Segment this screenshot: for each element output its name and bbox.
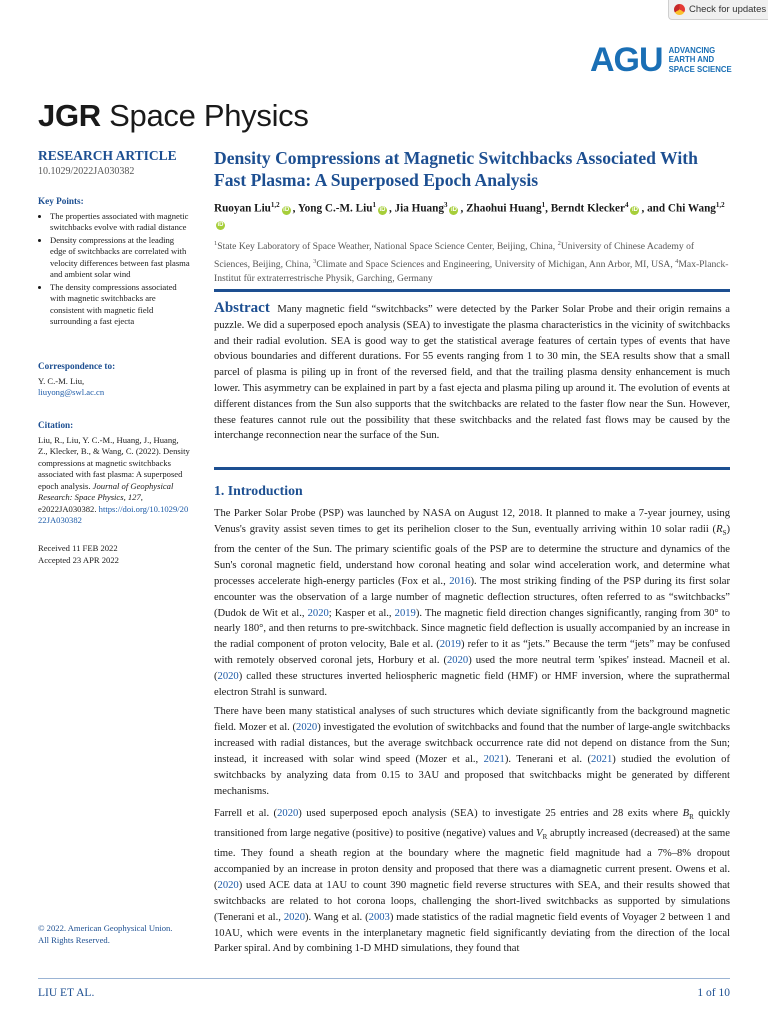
citation-heading: Citation: bbox=[38, 420, 74, 430]
author-name: Chi Wang bbox=[667, 202, 716, 215]
copyright-notice: © 2022. American Geophysical Union. All Rights Reserved. bbox=[38, 923, 173, 945]
reference-year-link[interactable]: 2019 bbox=[439, 639, 461, 651]
section-heading-introduction: 1. Introduction bbox=[214, 483, 303, 498]
reference-year-link[interactable]: 2020 bbox=[296, 721, 318, 733]
orcid-icon[interactable]: iD bbox=[217, 221, 224, 228]
article-type: RESEARCH ARTICLE bbox=[38, 148, 177, 163]
correspondence-section bbox=[38, 361, 190, 399]
author-name: Ruoyan Liu bbox=[214, 202, 271, 215]
paragraph-text: quickly transitioned from large negative (positive) to positive (negative) values and bbox=[214, 808, 730, 840]
footer-authors: LIU ET AL. bbox=[38, 987, 95, 999]
key-points-list bbox=[38, 211, 190, 328]
author-name: Jia Huang bbox=[394, 202, 444, 215]
agu-logo-letters: AGU bbox=[590, 41, 663, 79]
orcid-icon[interactable]: iD bbox=[450, 206, 457, 213]
paragraph-text: The Parker Solar Probe (PSP) was launched by NASA on August 12, 2018. It planned to make a 7-year journey, using Venus's gravity assist seven times to get its perihelion closer to the Sun, eventually arriving within 10 solar radii ( bbox=[214, 508, 730, 535]
reference-year-link[interactable]: 2021 bbox=[483, 753, 505, 765]
reference-year-link[interactable]: 2020 bbox=[217, 879, 239, 891]
author-affiliation-sup: 3 bbox=[443, 201, 448, 209]
citation-section bbox=[38, 420, 190, 527]
math-symbol: V bbox=[536, 828, 543, 840]
abstract bbox=[214, 301, 730, 444]
paragraph-text: There have been many statistical analyses of such structures which deviate significantly from the background magnetic field. Mozer et al. ( bbox=[214, 706, 730, 733]
correspondence-email-link[interactable]: liuyong@swl.ac.cn bbox=[38, 387, 105, 397]
correspondence-name: Y. C.-M. Liu, bbox=[38, 375, 85, 386]
author-affiliation-sup: 1,2 bbox=[715, 201, 725, 209]
paragraph-text: Farrell et al. ( bbox=[214, 808, 278, 819]
key-point-item: • The density compressions associated with magnetic switchbacks are consistent with magnetic field surrounding a fast ejecta bbox=[50, 282, 190, 328]
orcid-icon[interactable]: iD bbox=[283, 206, 290, 213]
author-affiliation-sup: 1,2 bbox=[270, 201, 280, 209]
math-subscript: R bbox=[542, 833, 548, 842]
journal-name: JGR Space Physics bbox=[38, 98, 309, 133]
intro-paragraph-3 bbox=[214, 806, 730, 957]
citation-doi-link[interactable]: https://doi.org/10.1029/2022JA030382 bbox=[38, 503, 189, 525]
affiliation-sup: 1 bbox=[214, 240, 218, 247]
correspondence-heading: Correspondence to: bbox=[38, 361, 116, 371]
key-points-heading: Key Points: bbox=[38, 196, 84, 206]
author-name: Zhaohui Huang bbox=[466, 202, 542, 215]
math-symbol: R bbox=[716, 523, 723, 535]
affiliation-sup: 2 bbox=[557, 240, 561, 247]
reference-year-link[interactable]: 2020 bbox=[447, 655, 469, 667]
footer-page-number: 1 of 10 bbox=[697, 987, 730, 999]
paragraph-text: ) studied the evolution of switchbacks by analyzing data from 0.15 to 3AU and proposed that switchbacks might be generated by different mechanisms. bbox=[214, 753, 730, 797]
paragraph-text: ) used ACE data at 1AU to count 390 magnetic field reverse structures with SEA, and their results showed that switchbacks are related to hot corona loops, challenging the short-lived switchbacks as supported by simulations (Tenerani et al., bbox=[214, 879, 730, 923]
reference-year-link[interactable]: 2021 bbox=[591, 753, 613, 765]
accepted-date: Accepted 23 APR 2022 bbox=[38, 554, 119, 565]
affiliations bbox=[214, 237, 730, 287]
reference-year-link[interactable]: 2020 bbox=[277, 808, 299, 819]
intro-paragraph-2 bbox=[214, 704, 730, 799]
check-for-updates-badge[interactable] bbox=[668, 0, 768, 20]
key-point-item: • Density compressions at the leading edge of switchbacks are correlated with velocity differences between fast plasma and ambient solar wind bbox=[50, 235, 190, 281]
affiliation-text: Max-Planck-Institut für extraterrestrische Physik, Garching, Germany bbox=[214, 258, 729, 285]
math-subscript: R bbox=[689, 813, 694, 822]
agu-logo bbox=[590, 43, 732, 77]
crossmark-icon bbox=[674, 4, 685, 15]
orcid-icon[interactable]: iD bbox=[631, 206, 638, 213]
author-name: Yong C.-M. Liu bbox=[297, 202, 373, 215]
article-title: Density Compressions at Magnetic Switchbacks Associated With Fast Plasma: A Superposed Epoch Analysis bbox=[214, 148, 698, 190]
orcid-icon[interactable]: iD bbox=[379, 206, 386, 213]
math-symbol: B bbox=[682, 808, 690, 819]
paragraph-text: ). Tenerani et al. ( bbox=[504, 753, 592, 765]
paragraph-text: ; Kasper et al., bbox=[328, 607, 395, 619]
reference-year-link[interactable]: 2020 bbox=[307, 607, 329, 619]
author-name: Berndt Klecker bbox=[550, 202, 625, 215]
article-doi: 10.1029/2022JA030382 bbox=[38, 166, 135, 177]
reference-year-link[interactable]: 2016 bbox=[449, 575, 471, 587]
author-list: Ruoyan Liu$^{1,2}$iD , Yong C.-M. Liu$^1$iD , Jia Huang$^3$iD , Zhaohui Huang$^1$, Berndt Klecker$^4$iD , and Chi Wang$^{1,2}$iD bbox=[214, 201, 725, 228]
abstract-text: Many magnetic field “switchbacks” were detected by the Parker Solar Probe and their origin remains a puzzle. We did a superposed epoch analysis (SEA) to investigate the plasma characteristics in the vicinity of switchbacks and their radial evolution. SEA is good way to get the statistical average features of certain types of events that have obvious boundaries and different durations. For 55 events ranging from 1 to 30 min, the SEA results show that a small parcel of plasma is piling up in front of the reversed field, and that the trailing plasma density enhancement is much lower. This asymmetry can be explained in part by a fast ejecta and plasma piling up around it. The evolution of events at different distances from the Sun also supports that the switchbacks are related to the faster flow near the Sun. However, these features cannot rule out the possibility that these switchbacks and the related fast flows may be caused by the interchange reconnection near the surface of the Sun. bbox=[214, 304, 731, 442]
affiliation-text: Climate and Space Sciences and Engineering, University of Michigan, Ann Arbor, MI, USA, bbox=[316, 258, 676, 270]
abstract-bottom-rule bbox=[214, 467, 730, 470]
paragraph-text: abruptly increased (decreased) at the same time. They found a sheath region at the boundary where the magnetic field magnitude had a 7%–8% dropout accompanied by an increase in proton density and proposed that there was a diamagnetic current present. Owens et al. ( bbox=[214, 828, 730, 891]
check-for-updates-label: Check for updates bbox=[689, 4, 767, 15]
agu-logo-tagline: ADVANCING EARTH AND SPACE SCIENCE bbox=[668, 45, 732, 74]
paragraph-text: ) used the more neutral term 'spikes' instead. Macneil et al. ( bbox=[214, 655, 730, 683]
paragraph-text: ). Wang et al. ( bbox=[305, 911, 369, 923]
author-affiliation-sup: 1 bbox=[372, 201, 376, 209]
math-subscript: S bbox=[722, 529, 727, 538]
footer-rule bbox=[38, 978, 730, 979]
paragraph-text: ). The most striking finding of the PSP during its first solar encounter was the observation of a large number of magnetic deflection structures, often referred to as “switchbacks” (Dudok de Wit et al., bbox=[214, 575, 730, 619]
paragraph-text: ). The magnetic field direction changes significantly, ranging from 30° to nearly 180°, and then returns to pre-switchback. Since magnetic field deflection is usually accompanied by an increase in the radial component of proton velocity, Bale et al. ( bbox=[214, 607, 730, 651]
intro-paragraph-1 bbox=[214, 506, 730, 701]
paragraph-text: ) from the center of the Sun. The primary scientific goals of the PSP are to determine the structure and dynamics of the Sun's coronal magnetic field, understand how coronal heating and solar wind acceleration work, and determine what processes accelerate high-energy particles (Fox et al., bbox=[214, 523, 730, 587]
reference-year-link[interactable]: 2003 bbox=[368, 911, 390, 923]
citation-text: Liu, R., Liu, Y. C.-M., Huang, J., Huang, Z., Klecker, B., & Wang, C. (2022). Density compressions at magnetic switchbacks associated with fast plasma: A superposed epoch analysis. Journal of Geophysical Research: Space Physics, 127, e2022JA030382. https://doi.org/10.1029/2022JA030382 bbox=[38, 434, 190, 525]
reference-year-link[interactable]: 2020 bbox=[283, 911, 306, 923]
affiliation-text: State Key Laboratory of Space Weather, National Space Science Center, Beijing, China, bbox=[217, 241, 558, 253]
abstract-label: Abstract bbox=[214, 300, 270, 316]
dates-section bbox=[38, 543, 190, 566]
paragraph-text: ) investigated the evolution of switchbacks and found that the number of large-angle switchbacks increased with radial distances, but the average switchback occurrence rate did not depend on distance from the Sun; instead, it increased with solar wind speed (Mozer et al., bbox=[214, 721, 730, 765]
author-affiliation-sup: 4 bbox=[624, 201, 629, 209]
paragraph-text: ) made statistics of the radial magnetic field events of Voyager 2 between 1 and 10AU, which were events in the interplanetary magnetic field significantly deviating from the direction of the local Parker spiral. And by combining 1-D MHD simulations, they found that bbox=[214, 911, 730, 955]
affiliation-sup: 4 bbox=[675, 257, 679, 265]
paragraph-text: ) used superposed epoch analysis (SEA) to investigate 25 entries and 28 exits where bbox=[298, 808, 683, 819]
paragraph-text: ) called these structures inverted heliospheric magnetic field (HMF) or HMF inversion, where the suprathermal electron Strahl is sunward. bbox=[214, 671, 730, 699]
affiliation-sup: 3 bbox=[313, 257, 317, 265]
reference-year-link[interactable]: 2019 bbox=[394, 607, 416, 619]
key-point-item: • The properties associated with magnetic switchbacks evolve with radial distance bbox=[50, 211, 190, 234]
affiliation-text: University of Chinese Academy of Sciences, Beijing, China, bbox=[214, 241, 695, 270]
key-points-section bbox=[38, 196, 190, 329]
author-affiliation-sup: 1 bbox=[541, 201, 546, 209]
abstract-top-rule bbox=[214, 289, 730, 292]
reference-year-link[interactable]: 2020 bbox=[217, 671, 239, 683]
received-date: Received 11 FEB 2022 bbox=[38, 543, 118, 553]
paragraph-text: ) refer to it as “jets.” Because the term “jets” may be confused with remotely observed coronal jets, Horbury et al. ( bbox=[214, 639, 730, 667]
